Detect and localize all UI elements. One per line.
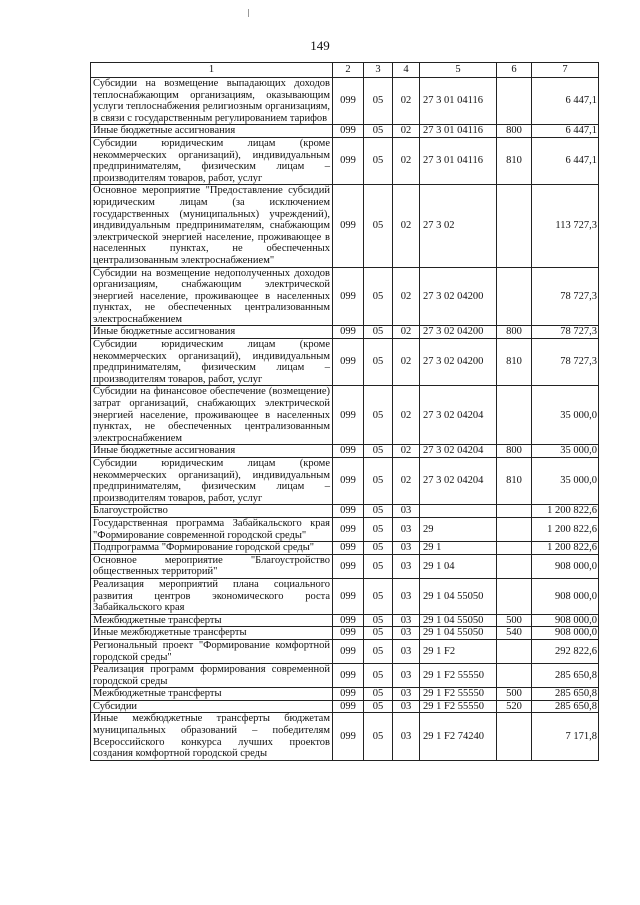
row-name: Субсидии на возмещение выпадающих доходов теплоснабжающим организациям, оказывающим услуги теплоснабжения религиозным организациям, в связи с государственным регулированием тарифов bbox=[91, 78, 333, 125]
row-ministry-code: 099 bbox=[333, 554, 364, 578]
row-subsection-code: 03 bbox=[393, 664, 420, 688]
table-row bbox=[91, 542, 599, 555]
row-expense-type bbox=[497, 78, 532, 125]
budget-table bbox=[90, 62, 599, 761]
row-target-article: 29 1 F2 bbox=[420, 639, 497, 663]
row-amount: 1 200 822,6 bbox=[532, 505, 599, 518]
row-amount: 285 650,8 bbox=[532, 664, 599, 688]
row-name: Иные бюджетные ассигнования bbox=[91, 445, 333, 458]
row-name: Иные межбюджетные трансферты bbox=[91, 627, 333, 640]
page-number: 149 bbox=[310, 38, 330, 53]
row-section-code: 05 bbox=[364, 542, 393, 555]
table-row bbox=[91, 445, 599, 458]
row-subsection-code: 02 bbox=[393, 137, 420, 184]
row-section-code: 05 bbox=[364, 614, 393, 627]
row-expense-type: 800 bbox=[497, 125, 532, 138]
row-expense-type: 540 bbox=[497, 627, 532, 640]
row-target-article: 29 1 F2 55550 bbox=[420, 700, 497, 713]
row-ministry-code: 099 bbox=[333, 267, 364, 326]
row-expense-type bbox=[497, 386, 532, 445]
row-ministry-code: 099 bbox=[333, 505, 364, 518]
row-subsection-code: 03 bbox=[393, 554, 420, 578]
row-target-article: 27 3 02 04204 bbox=[420, 458, 497, 505]
row-name: Основное мероприятие "Благоустройство общественных территорий" bbox=[91, 554, 333, 578]
table-row bbox=[91, 125, 599, 138]
row-subsection-code: 02 bbox=[393, 185, 420, 267]
row-subsection-code: 03 bbox=[393, 639, 420, 663]
row-ministry-code: 099 bbox=[333, 326, 364, 339]
row-amount: 78 727,3 bbox=[532, 267, 599, 326]
row-subsection-code: 02 bbox=[393, 125, 420, 138]
column-header: 3 bbox=[364, 63, 393, 78]
row-section-code: 05 bbox=[364, 386, 393, 445]
row-section-code: 05 bbox=[364, 78, 393, 125]
row-amount: 1 200 822,6 bbox=[532, 542, 599, 555]
column-header: 2 bbox=[333, 63, 364, 78]
row-amount: 6 447,1 bbox=[532, 78, 599, 125]
row-subsection-code: 02 bbox=[393, 339, 420, 386]
row-expense-type bbox=[497, 713, 532, 760]
table-row bbox=[91, 458, 599, 505]
row-name: Подпрограмма "Формирование городской среды" bbox=[91, 542, 333, 555]
row-target-article: 29 1 04 bbox=[420, 554, 497, 578]
row-target-article: 27 3 01 04116 bbox=[420, 78, 497, 125]
row-ministry-code: 099 bbox=[333, 700, 364, 713]
row-amount: 908 000,0 bbox=[532, 627, 599, 640]
row-expense-type: 500 bbox=[497, 614, 532, 627]
row-subsection-code: 02 bbox=[393, 386, 420, 445]
row-ministry-code: 099 bbox=[333, 542, 364, 555]
row-expense-type: 810 bbox=[497, 339, 532, 386]
row-amount: 78 727,3 bbox=[532, 326, 599, 339]
table-header-row bbox=[91, 63, 599, 78]
row-subsection-code: 03 bbox=[393, 517, 420, 541]
row-amount: 908 000,0 bbox=[532, 578, 599, 614]
row-ministry-code: 099 bbox=[333, 78, 364, 125]
row-ministry-code: 099 bbox=[333, 339, 364, 386]
row-subsection-code: 03 bbox=[393, 700, 420, 713]
table-row bbox=[91, 688, 599, 701]
row-amount: 292 822,6 bbox=[532, 639, 599, 663]
row-expense-type bbox=[497, 664, 532, 688]
row-target-article: 27 3 02 04200 bbox=[420, 267, 497, 326]
table-row bbox=[91, 700, 599, 713]
row-amount: 6 447,1 bbox=[532, 125, 599, 138]
row-target-article: 29 1 04 55050 bbox=[420, 578, 497, 614]
row-subsection-code: 02 bbox=[393, 445, 420, 458]
row-section-code: 05 bbox=[364, 326, 393, 339]
row-ministry-code: 099 bbox=[333, 713, 364, 760]
row-target-article: 27 3 02 bbox=[420, 185, 497, 267]
row-name: Государственная программа Забайкальского края "Формирование современной городской среды" bbox=[91, 517, 333, 541]
table-row bbox=[91, 627, 599, 640]
row-ministry-code: 099 bbox=[333, 137, 364, 184]
row-subsection-code: 03 bbox=[393, 578, 420, 614]
row-expense-type: 810 bbox=[497, 137, 532, 184]
row-amount: 1 200 822,6 bbox=[532, 517, 599, 541]
column-header: 7 bbox=[532, 63, 599, 78]
row-target-article: 29 1 F2 55550 bbox=[420, 664, 497, 688]
row-amount: 78 727,3 bbox=[532, 339, 599, 386]
row-amount: 908 000,0 bbox=[532, 554, 599, 578]
row-subsection-code: 03 bbox=[393, 713, 420, 760]
row-subsection-code: 03 bbox=[393, 627, 420, 640]
table-row bbox=[91, 78, 599, 125]
row-target-article: 27 3 02 04204 bbox=[420, 445, 497, 458]
column-header: 1 bbox=[91, 63, 333, 78]
row-section-code: 05 bbox=[364, 125, 393, 138]
row-ministry-code: 099 bbox=[333, 614, 364, 627]
table-row bbox=[91, 137, 599, 184]
table-row bbox=[91, 386, 599, 445]
row-section-code: 05 bbox=[364, 505, 393, 518]
row-section-code: 05 bbox=[364, 458, 393, 505]
row-ministry-code: 099 bbox=[333, 639, 364, 663]
column-header: 5 bbox=[420, 63, 497, 78]
row-subsection-code: 03 bbox=[393, 542, 420, 555]
row-name: Благоустройство bbox=[91, 505, 333, 518]
row-expense-type bbox=[497, 267, 532, 326]
row-section-code: 05 bbox=[364, 445, 393, 458]
table-row bbox=[91, 517, 599, 541]
row-ministry-code: 099 bbox=[333, 627, 364, 640]
column-header: 6 bbox=[497, 63, 532, 78]
row-target-article bbox=[420, 505, 497, 518]
row-subsection-code: 03 bbox=[393, 688, 420, 701]
row-section-code: 05 bbox=[364, 267, 393, 326]
table-row bbox=[91, 664, 599, 688]
row-expense-type bbox=[497, 517, 532, 541]
table-row bbox=[91, 326, 599, 339]
row-name: Субсидии на возмещение недополученных доходов организациям, снабжающим электрической энергией население, проживающее в населенных пунктах, не обеспеченных централизованным электроснабжением bbox=[91, 267, 333, 326]
row-amount: 285 650,8 bbox=[532, 700, 599, 713]
row-ministry-code: 099 bbox=[333, 125, 364, 138]
table-row bbox=[91, 614, 599, 627]
row-subsection-code: 03 bbox=[393, 505, 420, 518]
row-subsection-code: 03 bbox=[393, 614, 420, 627]
row-name: Иные межбюджетные трансферты бюджетам муниципальных образований – победителям Всероссийского конкурса лучших проектов создания комфортной городской среды bbox=[91, 713, 333, 760]
row-subsection-code: 02 bbox=[393, 458, 420, 505]
row-expense-type: 810 bbox=[497, 458, 532, 505]
row-ministry-code: 099 bbox=[333, 578, 364, 614]
row-expense-type: 800 bbox=[497, 326, 532, 339]
row-section-code: 05 bbox=[364, 517, 393, 541]
table-row bbox=[91, 554, 599, 578]
row-section-code: 05 bbox=[364, 339, 393, 386]
column-header: 4 bbox=[393, 63, 420, 78]
row-expense-type bbox=[497, 185, 532, 267]
row-target-article: 29 1 F2 55550 bbox=[420, 688, 497, 701]
row-expense-type: 800 bbox=[497, 445, 532, 458]
row-name: Субсидии юридическим лицам (кроме некоммерческих организаций), индивидуальным предпринимателям, физическим лицам – производителям товаров, работ, услуг bbox=[91, 458, 333, 505]
row-target-article: 29 1 04 55050 bbox=[420, 614, 497, 627]
row-target-article: 27 3 01 04116 bbox=[420, 125, 497, 138]
row-ministry-code: 099 bbox=[333, 517, 364, 541]
row-expense-type bbox=[497, 505, 532, 518]
row-section-code: 05 bbox=[364, 137, 393, 184]
row-ministry-code: 099 bbox=[333, 445, 364, 458]
table-row bbox=[91, 713, 599, 760]
row-section-code: 05 bbox=[364, 627, 393, 640]
row-expense-type: 520 bbox=[497, 700, 532, 713]
row-subsection-code: 02 bbox=[393, 326, 420, 339]
row-target-article: 27 3 02 04200 bbox=[420, 326, 497, 339]
row-expense-type bbox=[497, 542, 532, 555]
row-name: Межбюджетные трансферты bbox=[91, 614, 333, 627]
row-amount: 35 000,0 bbox=[532, 386, 599, 445]
row-subsection-code: 02 bbox=[393, 267, 420, 326]
row-ministry-code: 099 bbox=[333, 185, 364, 267]
row-target-article: 27 3 02 04204 bbox=[420, 386, 497, 445]
row-name: Реализация мероприятий плана социального развития центров экономического роста Забайкальского края bbox=[91, 578, 333, 614]
row-section-code: 05 bbox=[364, 185, 393, 267]
row-name: Иные бюджетные ассигнования bbox=[91, 326, 333, 339]
table-row bbox=[91, 505, 599, 518]
table-row bbox=[91, 339, 599, 386]
row-ministry-code: 099 bbox=[333, 386, 364, 445]
row-name: Субсидии юридическим лицам (кроме некоммерческих организаций), индивидуальным предпринимателям, физическим лицам – производителям товаров, работ, услуг bbox=[91, 137, 333, 184]
table-row bbox=[91, 267, 599, 326]
row-target-article: 29 bbox=[420, 517, 497, 541]
scan-mark bbox=[248, 9, 249, 17]
row-name: Субсидии на финансовое обеспечение (возмещение) затрат организаций, снабжающих электрической энергией население, проживающее в населенных пунктах, не обеспеченных централизованным электроснабжением bbox=[91, 386, 333, 445]
row-target-article: 27 3 02 04200 bbox=[420, 339, 497, 386]
row-amount: 35 000,0 bbox=[532, 458, 599, 505]
row-subsection-code: 02 bbox=[393, 78, 420, 125]
row-section-code: 05 bbox=[364, 639, 393, 663]
row-expense-type bbox=[497, 554, 532, 578]
row-expense-type: 500 bbox=[497, 688, 532, 701]
row-section-code: 05 bbox=[364, 554, 393, 578]
row-name: Субсидии юридическим лицам (кроме некоммерческих организаций), индивидуальным предпринимателям, физическим лицам – производителям товаров, работ, услуг bbox=[91, 339, 333, 386]
row-amount: 113 727,3 bbox=[532, 185, 599, 267]
row-ministry-code: 099 bbox=[333, 688, 364, 701]
row-target-article: 29 1 04 55050 bbox=[420, 627, 497, 640]
row-name: Основное мероприятие "Предоставление субсидий юридическим лицам (за исключением государственных (муниципальных) учреждений), индивидуальным предпринимателям, снабжающим электрической энергией население, проживающее в населенных пунктах, не обеспеченных централизованным электроснабжением" bbox=[91, 185, 333, 267]
row-expense-type bbox=[497, 639, 532, 663]
row-section-code: 05 bbox=[364, 688, 393, 701]
row-amount: 6 447,1 bbox=[532, 137, 599, 184]
row-target-article: 29 1 F2 74240 bbox=[420, 713, 497, 760]
table-row bbox=[91, 578, 599, 614]
row-amount: 285 650,8 bbox=[532, 688, 599, 701]
row-ministry-code: 099 bbox=[333, 664, 364, 688]
row-amount: 908 000,0 bbox=[532, 614, 599, 627]
row-section-code: 05 bbox=[364, 713, 393, 760]
row-target-article: 27 3 01 04116 bbox=[420, 137, 497, 184]
row-name: Межбюджетные трансферты bbox=[91, 688, 333, 701]
row-name: Субсидии bbox=[91, 700, 333, 713]
row-ministry-code: 099 bbox=[333, 458, 364, 505]
row-name: Реализация программ формирования современной городской среды bbox=[91, 664, 333, 688]
row-amount: 7 171,8 bbox=[532, 713, 599, 760]
row-section-code: 05 bbox=[364, 700, 393, 713]
row-expense-type bbox=[497, 578, 532, 614]
row-name: Иные бюджетные ассигнования bbox=[91, 125, 333, 138]
row-section-code: 05 bbox=[364, 578, 393, 614]
table-row bbox=[91, 639, 599, 663]
table-row bbox=[91, 185, 599, 267]
row-amount: 35 000,0 bbox=[532, 445, 599, 458]
row-section-code: 05 bbox=[364, 664, 393, 688]
row-name: Региональный проект "Формирование комфортной городской среды" bbox=[91, 639, 333, 663]
row-target-article: 29 1 bbox=[420, 542, 497, 555]
